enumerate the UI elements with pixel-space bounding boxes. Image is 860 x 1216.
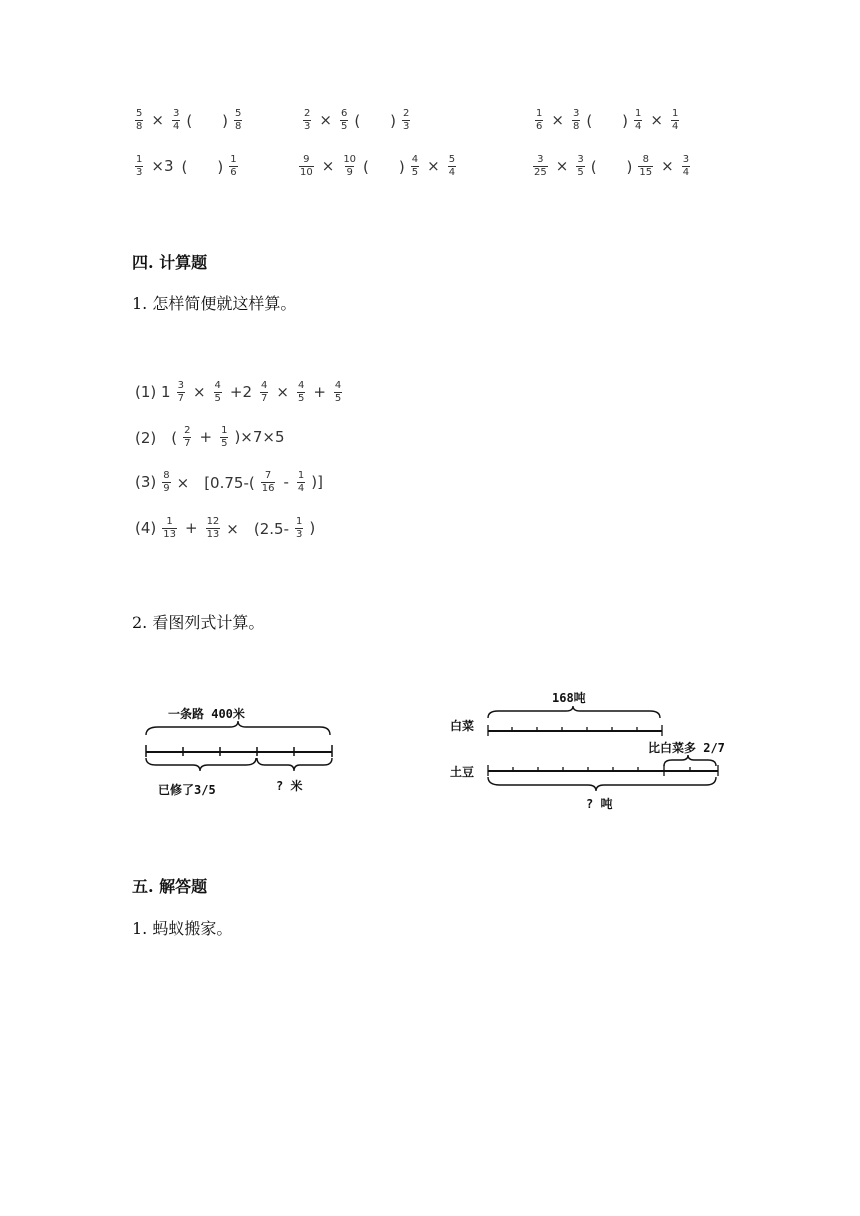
fraction bbox=[162, 470, 170, 494]
math-text: ) bbox=[309, 519, 316, 537]
math-text: ( ) bbox=[590, 157, 633, 176]
fraction-denominator: 7 bbox=[261, 392, 268, 404]
fraction-denominator: 3 bbox=[403, 120, 410, 132]
potato-total-brace bbox=[488, 777, 716, 791]
fraction-numerator: 3 bbox=[177, 380, 184, 391]
math-text: + bbox=[184, 519, 198, 537]
compare-row2-item3 bbox=[530, 154, 693, 178]
fraction bbox=[234, 108, 242, 132]
fraction-numerator: 1 bbox=[536, 108, 543, 119]
math-text: × bbox=[319, 111, 332, 129]
road-total-label: 一条路 400米 bbox=[168, 707, 245, 721]
fraction-numerator: 5 bbox=[448, 154, 456, 165]
fraction-denominator: 15 bbox=[639, 166, 653, 178]
fraction-numerator: 5 bbox=[235, 108, 242, 119]
fraction-denominator: 8 bbox=[136, 120, 143, 132]
fraction bbox=[162, 516, 177, 540]
potato-extra-label: 比白菜多 2/7 bbox=[648, 741, 725, 755]
fraction-denominator: 25 bbox=[534, 166, 547, 178]
section4-title: 四. 计算题 bbox=[132, 253, 208, 272]
fraction-numerator: 4 bbox=[411, 154, 419, 165]
fraction bbox=[177, 380, 185, 404]
compare-row1-item1 bbox=[132, 108, 245, 132]
fraction-numerator: 1 bbox=[221, 425, 228, 436]
fraction-numerator: 7 bbox=[264, 470, 272, 481]
fraction-denominator: 4 bbox=[448, 166, 456, 178]
section5-question1: 1. 蚂蚁搬家。 bbox=[132, 919, 233, 938]
math-text: ×3 bbox=[151, 157, 174, 175]
math-text: × bbox=[192, 383, 206, 401]
fraction-denominator: 5 bbox=[214, 392, 221, 404]
fraction bbox=[297, 470, 305, 494]
fraction bbox=[299, 154, 314, 178]
fraction-numerator: 2 bbox=[304, 108, 311, 119]
fraction bbox=[135, 154, 143, 178]
fraction-numerator: 1 bbox=[296, 516, 303, 527]
fraction-denominator: 4 bbox=[172, 120, 180, 132]
fraction-denominator: 9 bbox=[346, 166, 353, 178]
fraction-numerator: 2 bbox=[403, 108, 410, 119]
math-text: × bbox=[661, 157, 674, 175]
potato-total-label: ? 吨 bbox=[586, 797, 613, 811]
road-repaired-label: 已修了3/5 bbox=[158, 783, 216, 797]
fraction-numerator: 4 bbox=[261, 380, 268, 391]
fraction bbox=[297, 380, 305, 404]
math-text: × bbox=[321, 157, 335, 175]
fraction bbox=[411, 154, 419, 178]
fraction bbox=[261, 470, 276, 494]
fraction-numerator: 2 bbox=[184, 425, 191, 436]
fraction-denominator: 8 bbox=[235, 120, 242, 132]
cabbage-top-brace bbox=[488, 706, 660, 718]
fraction-denominator: 16 bbox=[261, 482, 275, 494]
fraction-numerator: 3 bbox=[577, 154, 584, 165]
compare-row1-item2 bbox=[300, 108, 413, 132]
fraction bbox=[183, 425, 191, 449]
problem-4 bbox=[132, 516, 318, 540]
fraction-denominator: 13 bbox=[163, 528, 176, 540]
math-text: × (2.5- bbox=[226, 519, 289, 538]
math-text: + bbox=[313, 383, 326, 401]
fraction-numerator: 1 bbox=[297, 470, 305, 481]
fraction-denominator: 3 bbox=[304, 120, 311, 132]
section5-title: 五. 解答题 bbox=[132, 877, 208, 896]
fraction-denominator: 5 bbox=[221, 437, 228, 449]
fraction bbox=[303, 108, 311, 132]
fraction-denominator: 5 bbox=[577, 166, 584, 178]
fraction-denominator: 13 bbox=[206, 528, 220, 540]
fraction-denominator: 4 bbox=[682, 166, 690, 178]
math-text: )] bbox=[311, 473, 323, 491]
fraction-numerator: 9 bbox=[303, 154, 310, 165]
fraction-numerator: 6 bbox=[340, 108, 348, 119]
fraction bbox=[334, 380, 342, 404]
fraction bbox=[220, 425, 228, 449]
fraction-denominator: 6 bbox=[536, 120, 543, 132]
math-text: ( ) bbox=[586, 111, 629, 130]
fraction-numerator: 4 bbox=[297, 380, 305, 391]
math-text: - bbox=[283, 473, 289, 491]
compare-row2-item2 bbox=[296, 154, 459, 178]
math-text: )×7×5 bbox=[234, 428, 285, 446]
math-text: (2) ( bbox=[135, 428, 178, 447]
potato-label: 土豆 bbox=[450, 765, 475, 779]
fraction bbox=[135, 108, 143, 132]
fraction-numerator: 1 bbox=[230, 154, 237, 165]
problem-1 bbox=[132, 380, 345, 404]
math-text: ( ) bbox=[354, 111, 397, 130]
cabbage-label: 白菜 bbox=[450, 719, 475, 733]
fraction-denominator: 5 bbox=[340, 120, 348, 132]
fraction bbox=[260, 380, 268, 404]
problem-3 bbox=[132, 470, 326, 494]
math-text: ( ) bbox=[363, 157, 405, 176]
math-text: × bbox=[555, 157, 569, 175]
fraction-numerator: 3 bbox=[682, 154, 690, 165]
fraction-numerator: 4 bbox=[334, 380, 342, 391]
fraction-denominator: 3 bbox=[296, 528, 303, 540]
math-text: × [0.75-( bbox=[176, 473, 255, 492]
fraction-denominator: 9 bbox=[163, 482, 170, 494]
fraction bbox=[576, 154, 584, 178]
fraction-denominator: 7 bbox=[184, 437, 191, 449]
fraction bbox=[295, 516, 303, 540]
road-remaining-brace bbox=[257, 758, 332, 771]
fraction-denominator: 4 bbox=[297, 482, 305, 494]
fraction-numerator: 4 bbox=[214, 380, 221, 391]
fraction-numerator: 1 bbox=[635, 108, 642, 119]
math-text: × bbox=[276, 383, 289, 401]
fraction bbox=[342, 154, 357, 178]
fraction bbox=[634, 108, 642, 132]
fraction bbox=[172, 108, 180, 132]
fraction bbox=[340, 108, 348, 132]
compare-row1-item3 bbox=[532, 108, 682, 132]
math-text: (3) bbox=[135, 473, 157, 491]
fraction-numerator: 8 bbox=[163, 470, 170, 481]
fraction bbox=[572, 108, 580, 132]
fraction bbox=[535, 108, 543, 132]
fraction bbox=[402, 108, 410, 132]
fraction-denominator: 4 bbox=[672, 120, 679, 132]
section4-question2: 2. 看图列式计算。 bbox=[132, 613, 265, 632]
problem-2 bbox=[132, 425, 288, 449]
fraction-numerator: 3 bbox=[572, 108, 580, 119]
fraction-numerator: 1 bbox=[672, 108, 679, 119]
fraction-numerator: 10 bbox=[343, 154, 357, 165]
road-top-brace bbox=[146, 721, 330, 735]
math-text: × bbox=[151, 111, 164, 129]
road-repaired-brace bbox=[146, 758, 256, 771]
fraction-denominator: 5 bbox=[411, 166, 419, 178]
fraction-numerator: 3 bbox=[172, 108, 180, 119]
road-diagram bbox=[138, 690, 348, 810]
math-text: ( ) bbox=[181, 157, 224, 176]
fraction bbox=[206, 516, 221, 540]
math-text: ( ) bbox=[186, 111, 229, 130]
fraction-denominator: 5 bbox=[297, 392, 305, 404]
fraction-numerator: 5 bbox=[136, 108, 143, 119]
fraction-denominator: 7 bbox=[177, 392, 184, 404]
fraction-numerator: 1 bbox=[166, 516, 173, 527]
math-text: × bbox=[551, 111, 564, 129]
fraction-denominator: 8 bbox=[572, 120, 580, 132]
fraction-numerator: 12 bbox=[206, 516, 220, 527]
fraction bbox=[638, 154, 653, 178]
math-text: (1) 1 bbox=[135, 383, 171, 401]
fraction-denominator: 4 bbox=[635, 120, 642, 132]
road-remaining-label: ? 米 bbox=[276, 779, 303, 793]
fraction-numerator: 3 bbox=[537, 154, 544, 165]
math-text: +2 bbox=[229, 383, 253, 401]
fraction bbox=[214, 380, 222, 404]
fraction bbox=[229, 154, 237, 178]
fraction bbox=[671, 108, 679, 132]
math-text: × bbox=[650, 111, 663, 129]
potato-extra-brace bbox=[664, 755, 716, 766]
fraction bbox=[533, 154, 548, 178]
compare-row2-item1 bbox=[132, 154, 241, 178]
fraction-denominator: 5 bbox=[334, 392, 342, 404]
math-text: + bbox=[199, 428, 213, 446]
fraction-denominator: 10 bbox=[300, 166, 313, 178]
math-text: × bbox=[427, 157, 440, 175]
fraction bbox=[682, 154, 690, 178]
fraction-numerator: 1 bbox=[136, 154, 143, 165]
vegetable-diagram bbox=[446, 686, 736, 818]
section4-question1: 1. 怎样简便就这样算。 bbox=[132, 294, 297, 313]
cabbage-weight-label: 168吨 bbox=[552, 691, 586, 705]
fraction-numerator: 8 bbox=[642, 154, 649, 165]
fraction-denominator: 6 bbox=[230, 166, 237, 178]
fraction-denominator: 3 bbox=[136, 166, 143, 178]
fraction bbox=[448, 154, 456, 178]
math-text: (4) bbox=[135, 519, 157, 537]
